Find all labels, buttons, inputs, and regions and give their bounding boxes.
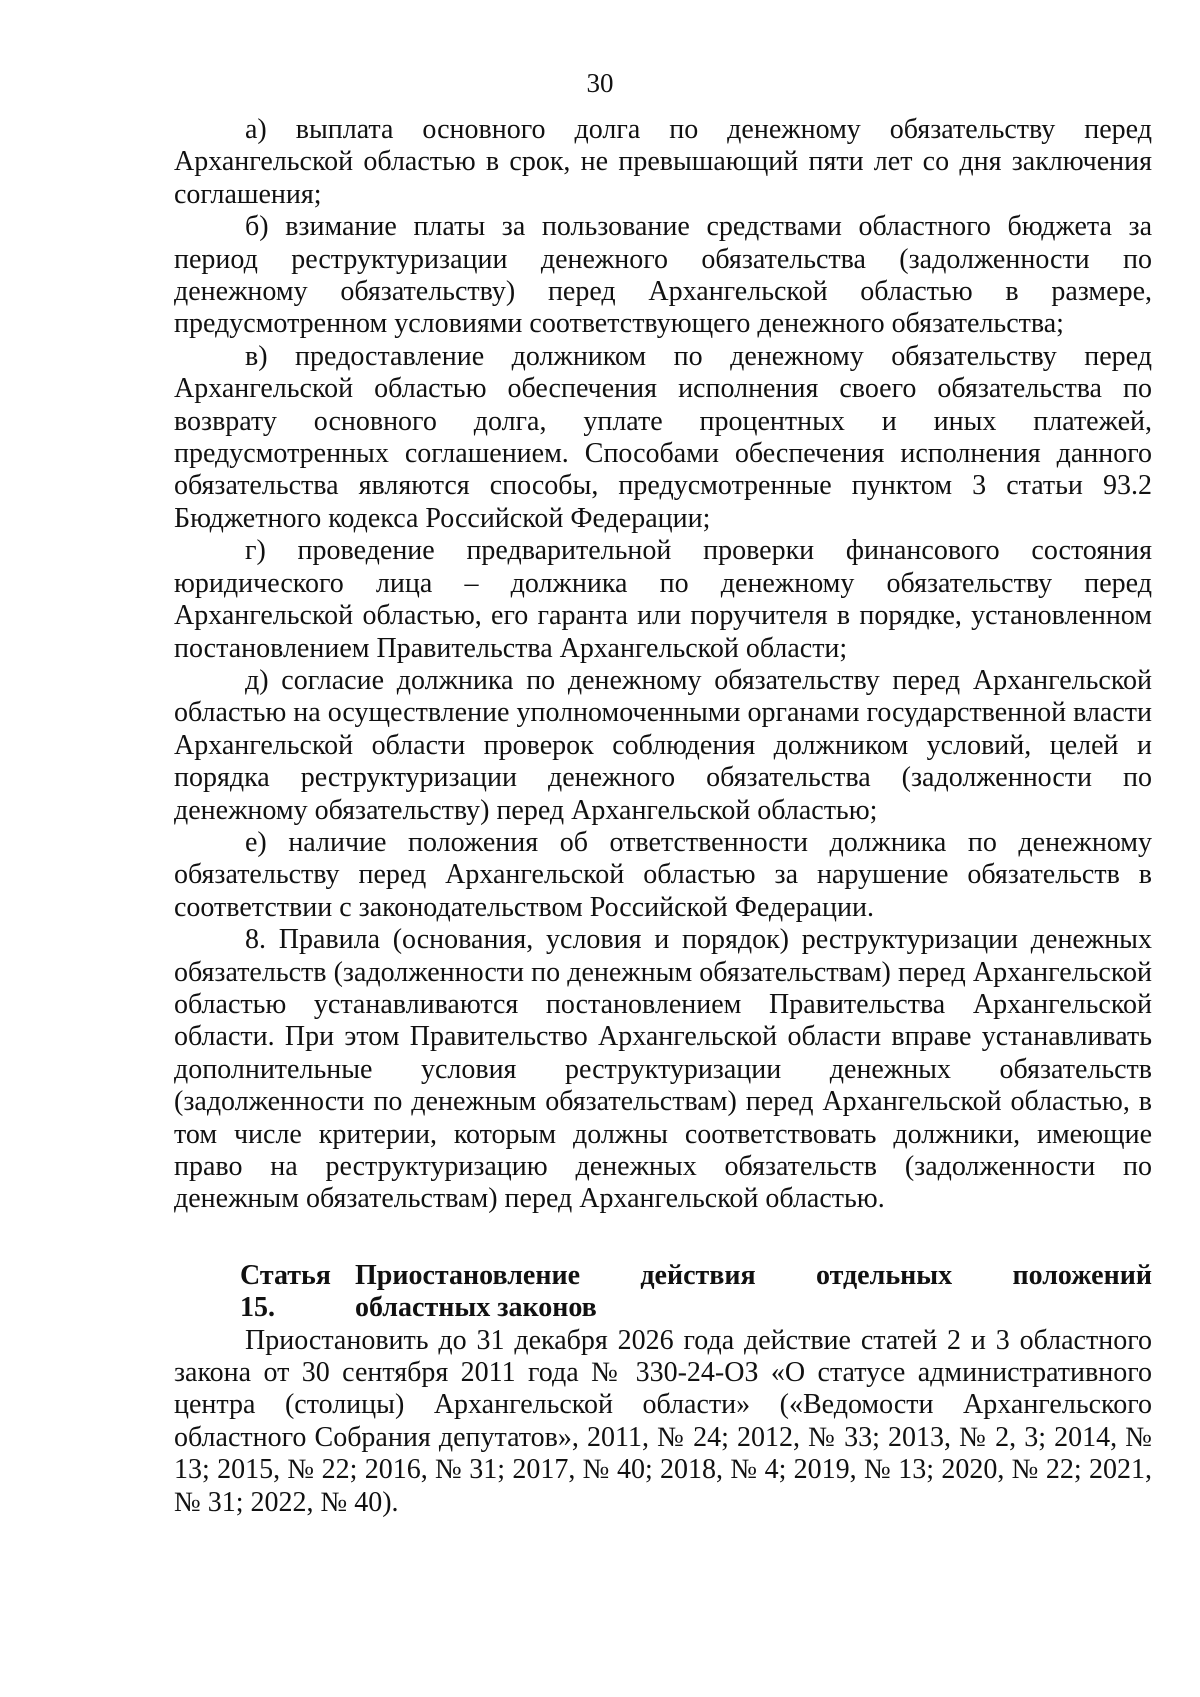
clause-8: 8. Правила (основания, условия и порядок) реструктуризации денежных обязательств (задолженности по денежным обязательствам) перед Архангельской областью устанавливаются постановлением Правительства Архангельской области. При этом Правительство Архангельской области вправе устанавливать дополнительные условия реструктуризации денежных обязательств (задолженности по денежным обязательствам) перед Архангельской областью, в том числе критерии, которым должны соответствовать должники, имеющие право на реструктуризацию денежных обязательств (задолженности по денежным обязательствам) перед Архангельской областью. bbox=[174, 924, 1152, 1215]
list-item-v: в) предоставление должником по денежному обязательству перед Архангельской областью обеспечения исполнения своего обязательства по возврату основного долга, уплате процентных и иных платежей, предусмотренных соглашением. Способами обеспечения исполнения данного обязательства являются способы, предусмотренные пунктом 3 статьи 93.2 Бюджетного кодекса Российской Федерации; bbox=[174, 340, 1152, 534]
list-item-b: б) взимание платы за пользование средствами областного бюджета за период реструктуризации денежного обязательства (задолженности по денежному обязательству) перед Архангельской областью в размере, предусмотренном условиями соответствующего денежного обязательства; bbox=[174, 211, 1152, 340]
page-number: 30 bbox=[586, 68, 614, 98]
article-text: Приостановить до 31 декабря 2026 года действие статей 2 и 3 областного закона от 30 сентября 2011 года № 330-24-ОЗ «О статусе административного центра (столицы) Архангельской области» («Ведомости Архангельского областного Собрания депутатов», 2011, № 24; 2012, № 33; 2013, № 2, 3; 2014, № 13; 2015, № 22; 2016, № 31; 2017, № 40; 2018, № 4; 2019, № 13; 2020, № 22; 2021, № 31; 2022, № 40). bbox=[174, 1324, 1152, 1518]
list-item-d: д) согласие должника по денежному обязательству перед Архангельской областью на осуществление уполномоченными органами государственной власти Архангельской области проверок соблюдения должником условий, целей и порядка реструктуризации денежного обязательства (задолженности по денежному обязательству) перед Архангельской областью; bbox=[174, 664, 1152, 826]
article-number: Статья 15. bbox=[240, 1259, 331, 1324]
list-item-e: е) наличие положения об ответственности должника по денежному обязательству перед Архангельской областью за нарушение обязательств в соответствии с законодательством Российской Федерации. bbox=[174, 826, 1152, 923]
list-item-g: г) проведение предварительной проверки финансового состояния юридического лица – должника по денежному обязательству перед Архангельской областью, его гаранта или поручителя в порядке, установленном постановлением Правительства Архангельской области; bbox=[174, 535, 1152, 664]
document-body bbox=[174, 114, 1152, 1519]
article-heading bbox=[174, 1260, 1152, 1325]
article-title-line-1: Приостановление действия отдельных положений bbox=[355, 1259, 1152, 1291]
list-item-a: а) выплата основного долга по денежному обязательству перед Архангельской областью в срок, не превышающий пяти лет со дня заключения соглашения; bbox=[174, 114, 1152, 210]
article-title-line-2: областных законов bbox=[355, 1292, 597, 1324]
article-title bbox=[355, 1260, 1152, 1325]
